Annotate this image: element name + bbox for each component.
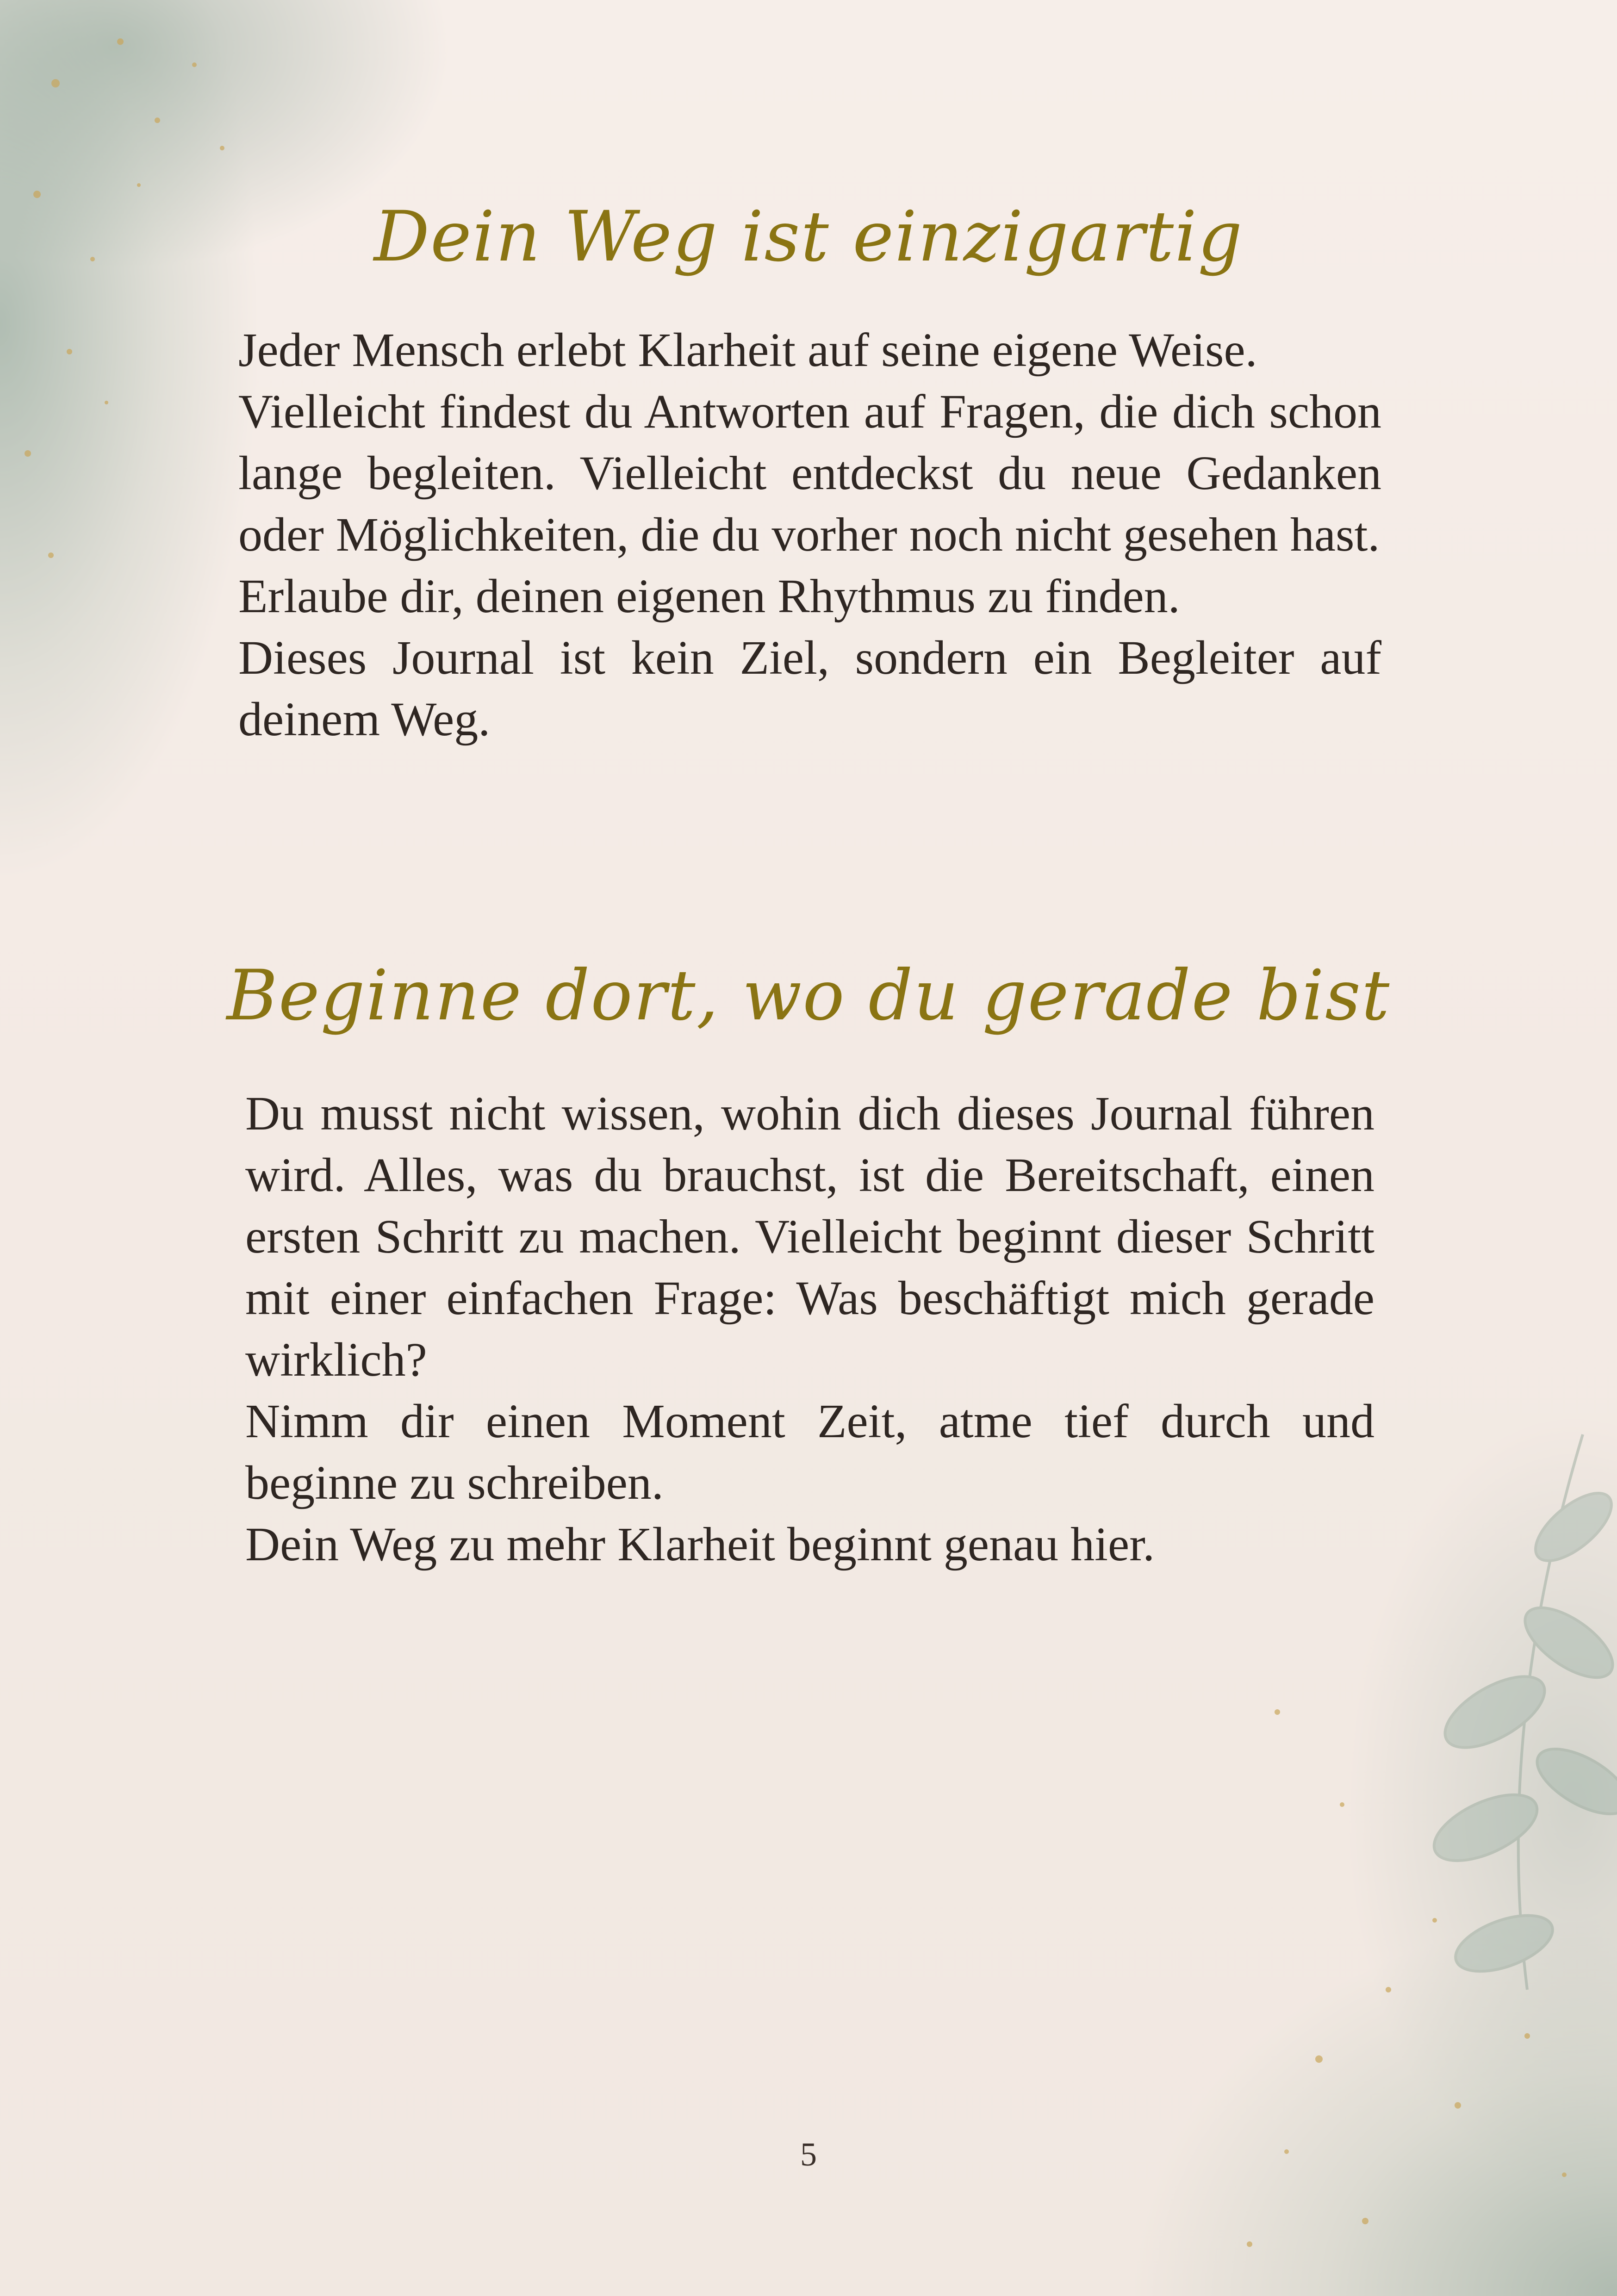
section-body-unique-path [238, 319, 1381, 750]
section-title-begin-here: Beginne dort, wo du gerade bist [226, 956, 1391, 1036]
paragraph: Vielleicht findest du Antworten auf Fragen, die dich schon lange begleiten. Vielleicht entdeckst du neue Gedanken oder Möglichkeiten, die du vorher noch nicht gesehen hast. [238, 385, 1381, 561]
paragraph: Jeder Mensch erlebt Klarheit auf seine eigene Weise. [238, 323, 1257, 377]
page-number: 5 [800, 2136, 817, 2173]
paragraph: Dein Weg zu mehr Klarheit beginnt genau hier. [245, 1518, 1155, 1571]
paragraph: Nimm dir einen Moment Zeit, atme tief durch und beginne zu schreiben. [245, 1395, 1374, 1509]
paragraph: Erlaube dir, deinen eigenen Rhythmus zu finden. [238, 570, 1180, 623]
paragraph: Dieses Journal ist kein Ziel, sondern ein Begleiter auf deinem Weg. [238, 631, 1381, 746]
section-title-unique-path: Dein Weg ist einzigartig [373, 197, 1244, 277]
section-body-begin-here [245, 1083, 1374, 1575]
paragraph: Du musst nicht wissen, wohin dich dieses Journal führen wird. Alles, was du brauchst, ist die Bereitschaft, einen ersten Schritt zu machen. Vielleicht beginnt dieser Schritt mit einer einfachen Frage: Was beschäftigt mich gerade wirklich? [245, 1087, 1374, 1386]
leaf-branch [1424, 1434, 1617, 1990]
gold-flecks-top-left [25, 38, 224, 558]
